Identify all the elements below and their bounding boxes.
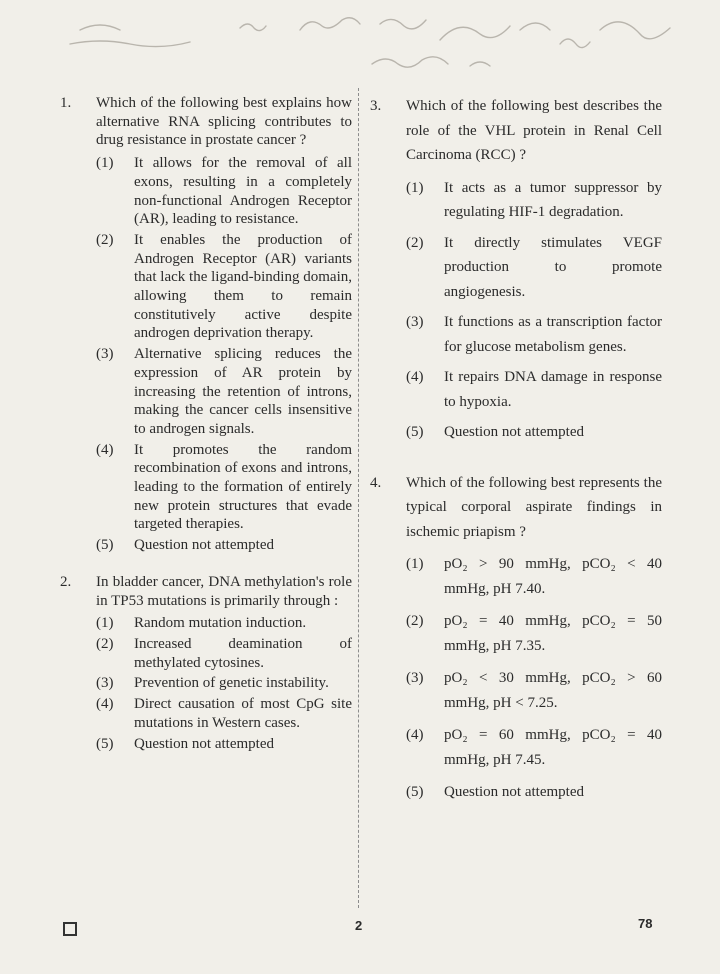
question-number: 2.: [60, 573, 72, 590]
footer-square-icon: [63, 922, 77, 936]
question-number: 4.: [370, 474, 382, 491]
option-number: (3): [406, 314, 424, 330]
right-column: [370, 94, 662, 805]
option-number: (4): [406, 369, 424, 385]
option-4: [406, 723, 662, 772]
option-4: [406, 365, 662, 414]
option-number: (1): [96, 615, 114, 632]
option-4: [96, 441, 352, 535]
booklet-code: 78: [638, 916, 653, 931]
option-text: It promotes the random recombination of exons and introns, leading to the formation of entirely new protein structures that evade targeted therapies.: [134, 441, 352, 533]
option-number: (5): [96, 537, 114, 554]
option-number: (4): [96, 696, 114, 713]
question-number: 1.: [60, 95, 72, 111]
option-number: (4): [96, 441, 114, 458]
option-1: [406, 176, 662, 225]
option-3: [96, 345, 352, 439]
option-text: Direct causation of most CpG site mutations in Western cases.: [134, 696, 352, 731]
option-number: (3): [96, 675, 114, 692]
option-text: Increased deamination of methylated cytosines.: [134, 635, 352, 671]
option-text: It functions as a transcription factor for glucose metabolism genes.: [444, 314, 662, 355]
option-4: [96, 695, 352, 732]
option-text: pO₂ = 60 mmHg, pCO₂ = 40 mmHg, pH 7.45.: [444, 727, 662, 768]
option-text: It directly stimulates VEGF production to promote angiogenesis.: [444, 234, 662, 300]
option-5: [96, 536, 352, 555]
question-text: Which of the following best explains how alternative RNA splicing contributes to drug resistance in prostate cancer ?: [96, 95, 352, 149]
option-number: (2): [96, 635, 114, 652]
option-text: Random mutation induction.: [134, 615, 307, 632]
option-5: [406, 420, 662, 445]
question-2: [60, 573, 352, 753]
option-2: [96, 635, 352, 672]
option-text: It enables the production of Androgen Receptor (AR) variants that lack the ligand-binding domain, allowing them to remain constitutively active despite androgen deprivation therapy.: [134, 231, 352, 342]
option-3: [406, 666, 662, 715]
option-text: pO₂ > 90 mmHg, pCO₂ < 40 mmHg, pH 7.40.: [444, 556, 662, 597]
option-number: (1): [406, 179, 424, 196]
option-text: Prevention of genetic instability.: [134, 675, 329, 692]
option-number: (3): [406, 670, 424, 686]
option-number: (1): [96, 155, 114, 172]
question-number: 3.: [370, 98, 382, 114]
option-text: pO₂ = 40 mmHg, pCO₂ = 50 mmHg, pH 7.35.: [444, 613, 662, 654]
question-text: Which of the following best represents the typical corporal aspirate findings in ischemic priapism ?: [406, 474, 662, 540]
option-text: It allows for the removal of all exons, resulting in a completely non-functional Androgen Receptor (AR), leading to resistance.: [134, 155, 352, 228]
option-number: (5): [406, 784, 424, 800]
option-number: (1): [406, 556, 424, 572]
option-text: Question not attempted: [134, 735, 274, 752]
option-text: Question not attempted: [134, 537, 274, 554]
option-1: [96, 614, 352, 633]
question-1: [60, 94, 352, 555]
option-3: [96, 674, 352, 693]
option-text: pO₂ < 30 mmHg, pCO₂ > 60 mmHg, pH < 7.25.: [444, 670, 662, 711]
option-3: [406, 310, 662, 359]
question-3: [370, 94, 662, 445]
option-text: It repairs DNA damage in response to hypoxia.: [444, 369, 662, 410]
option-number: (5): [406, 424, 424, 440]
option-2: [406, 609, 662, 658]
option-5: [406, 780, 662, 805]
option-number: (4): [406, 727, 424, 743]
question-4: [370, 471, 662, 805]
handwritten-scribble: [0, 0, 720, 90]
option-text: Question not attempted: [444, 424, 584, 440]
left-column: [60, 94, 352, 753]
option-2: [96, 231, 352, 343]
option-text: Question not attempted: [444, 784, 584, 800]
option-text: It acts as a tumor suppressor by regulating HIF-1 degradation.: [444, 179, 662, 220]
option-number: (2): [406, 613, 424, 629]
option-text: Alternative splicing reduces the expression of AR protein by increasing the retention of introns, making the cancer cells insensitive to androgen signals.: [134, 346, 352, 437]
option-5: [96, 735, 352, 754]
option-1: [406, 552, 662, 601]
option-number: (3): [96, 346, 114, 363]
option-number: (5): [96, 735, 114, 752]
column-divider: [358, 88, 359, 908]
page-number: 2: [355, 918, 363, 933]
option-number: (2): [96, 231, 114, 248]
question-text: In bladder cancer, DNA methylation's role in TP53 mutations is primarily through :: [96, 573, 352, 609]
option-2: [406, 231, 662, 305]
option-1: [96, 154, 352, 229]
option-number: (2): [406, 234, 424, 251]
question-text: Which of the following best describes the role of the VHL protein in Renal Cell Carcinoma (RCC) ?: [406, 98, 662, 163]
